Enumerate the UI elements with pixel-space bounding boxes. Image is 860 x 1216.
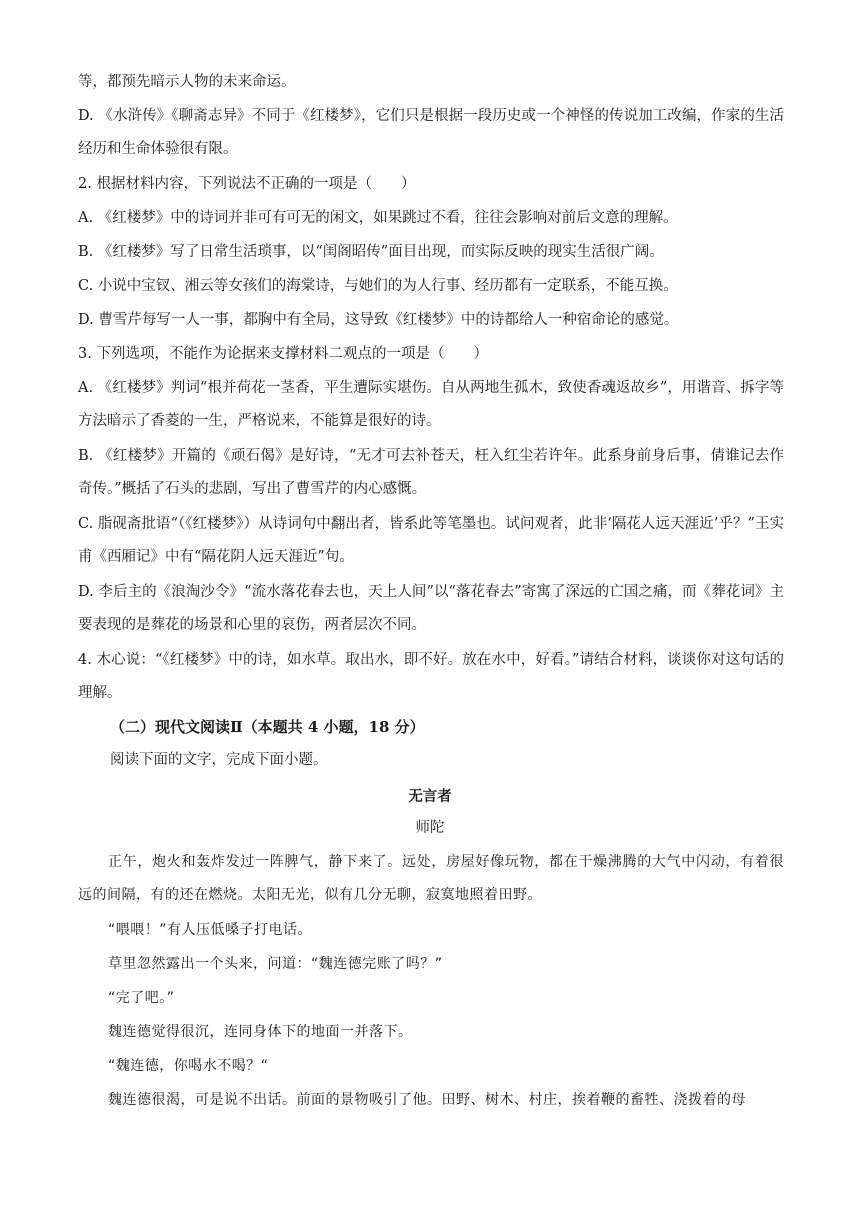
- story-author: 师陀: [415, 820, 445, 836]
- q2-option-c: C. 小说中宝钗、湘云等女孩们的海棠诗，与她们的为人行事、经历都有一定联系，不能互换。: [78, 278, 678, 294]
- q2-option-d: D. 曹雪芹每写一人一事，都胸中有全局，这导致《红楼梦》中的诗都给人一种宿命论的感觉。: [78, 312, 679, 328]
- question-4: 4. 木心说：“《红楼梦》中的诗，如水草。取出水，即不好。放在水中，好看。”请结合材料，谈谈你对这句话的理解。: [78, 652, 784, 701]
- option-d-q1: D. 《水浒传》《聊斋志异》不同于《红楼梦》，它们只是根据一段历史或一个神怪的传说加工改编，作家的生活经历和生命体验很有限。: [78, 108, 784, 157]
- story-paragraph: 魏连德很渴，可是说不出话。前面的景物吸引了他。田野、树木、村庄，挨着鞭的畜牲、浇拨着的母: [108, 1092, 746, 1108]
- text-line: 等，都预先暗示人物的未来命运。: [78, 74, 296, 90]
- story-paragraph: 魏连德觉得很沉，连同身体下的地面一并落下。: [108, 1024, 413, 1040]
- q2-option-a: A. 《红楼梦》中的诗词并非可有可无的闲文，如果跳过不看，往往会影响对前后文意的理解。: [78, 210, 678, 226]
- q3-option-c: C. 脂砚斋批语“（《红楼梦》）从诗词句中翻出者，皆系此等笔墨也。试问观者，此非‘隔花人远天涯近’乎？”王实甫《西厢记》中有“隔花阴人远天涯近”句。: [78, 516, 784, 565]
- story-paragraph: “魏连德，你喝水不喝？“: [108, 1058, 269, 1074]
- q3-option-a: A. 《红楼梦》判词“根并荷花一茎香，平生遭际实堪伤。自从两地生孤木，致使香魂返故乡”，用谐音、拆字等方法暗示了香菱的一生，严格说来，不能算是很好的诗。: [78, 380, 784, 429]
- story-paragraph: “喂喂！”有人压低嗓子打电话。: [108, 922, 313, 938]
- section-heading: （二）现代文阅读Ⅱ（本题共 4 小题，18 分）: [110, 718, 425, 736]
- q3-option-d: D. 李后主的《浪淘沙令》“流水落花春去也，天上人间”以“落花春去”寄寓了深远的亡国之痛，而《葬花词》主要表现的是葬花的场景和心里的哀伤，两者层次不同。: [78, 584, 784, 633]
- question-2: 2. 根据材料内容，下列说法不正确的一项是（ ）: [78, 176, 416, 192]
- story-paragraph: “完了吧。”: [108, 990, 175, 1006]
- question-3: 3. 下列选项，不能作为论据来支撑材料二观点的一项是（ ）: [78, 346, 488, 362]
- q2-option-b: B. 《红楼梦》写了日常生活琐事，以“闺阁昭传”面目出现，而实际反映的现实生活很广阔。: [78, 244, 664, 260]
- story-paragraph: 草里忽然露出一个头来，问道：“魏连德完账了吗？”: [108, 956, 443, 972]
- q3-option-b: B. 《红楼梦》开篇的《顽石偈》是好诗，“无才可去补苍天，枉入红尘若许年。此系身前身后事，倩谁记去作奇传。”概括了石头的悲剧，写出了曹雪芹的内心感慨。: [78, 448, 784, 497]
- reading-instruction: 阅读下面的文字，完成下面小题。: [110, 752, 328, 768]
- story-paragraph: 正午，炮火和轰炸发过一阵脾气，静下来了。远处，房屋好像玩物，都在干燥沸腾的大气中闪动，有着很远的间隔，有的还在燃烧。太阳无光，似有几分无聊，寂寞地照着田野。: [78, 854, 784, 903]
- story-title: 无言者: [408, 788, 452, 805]
